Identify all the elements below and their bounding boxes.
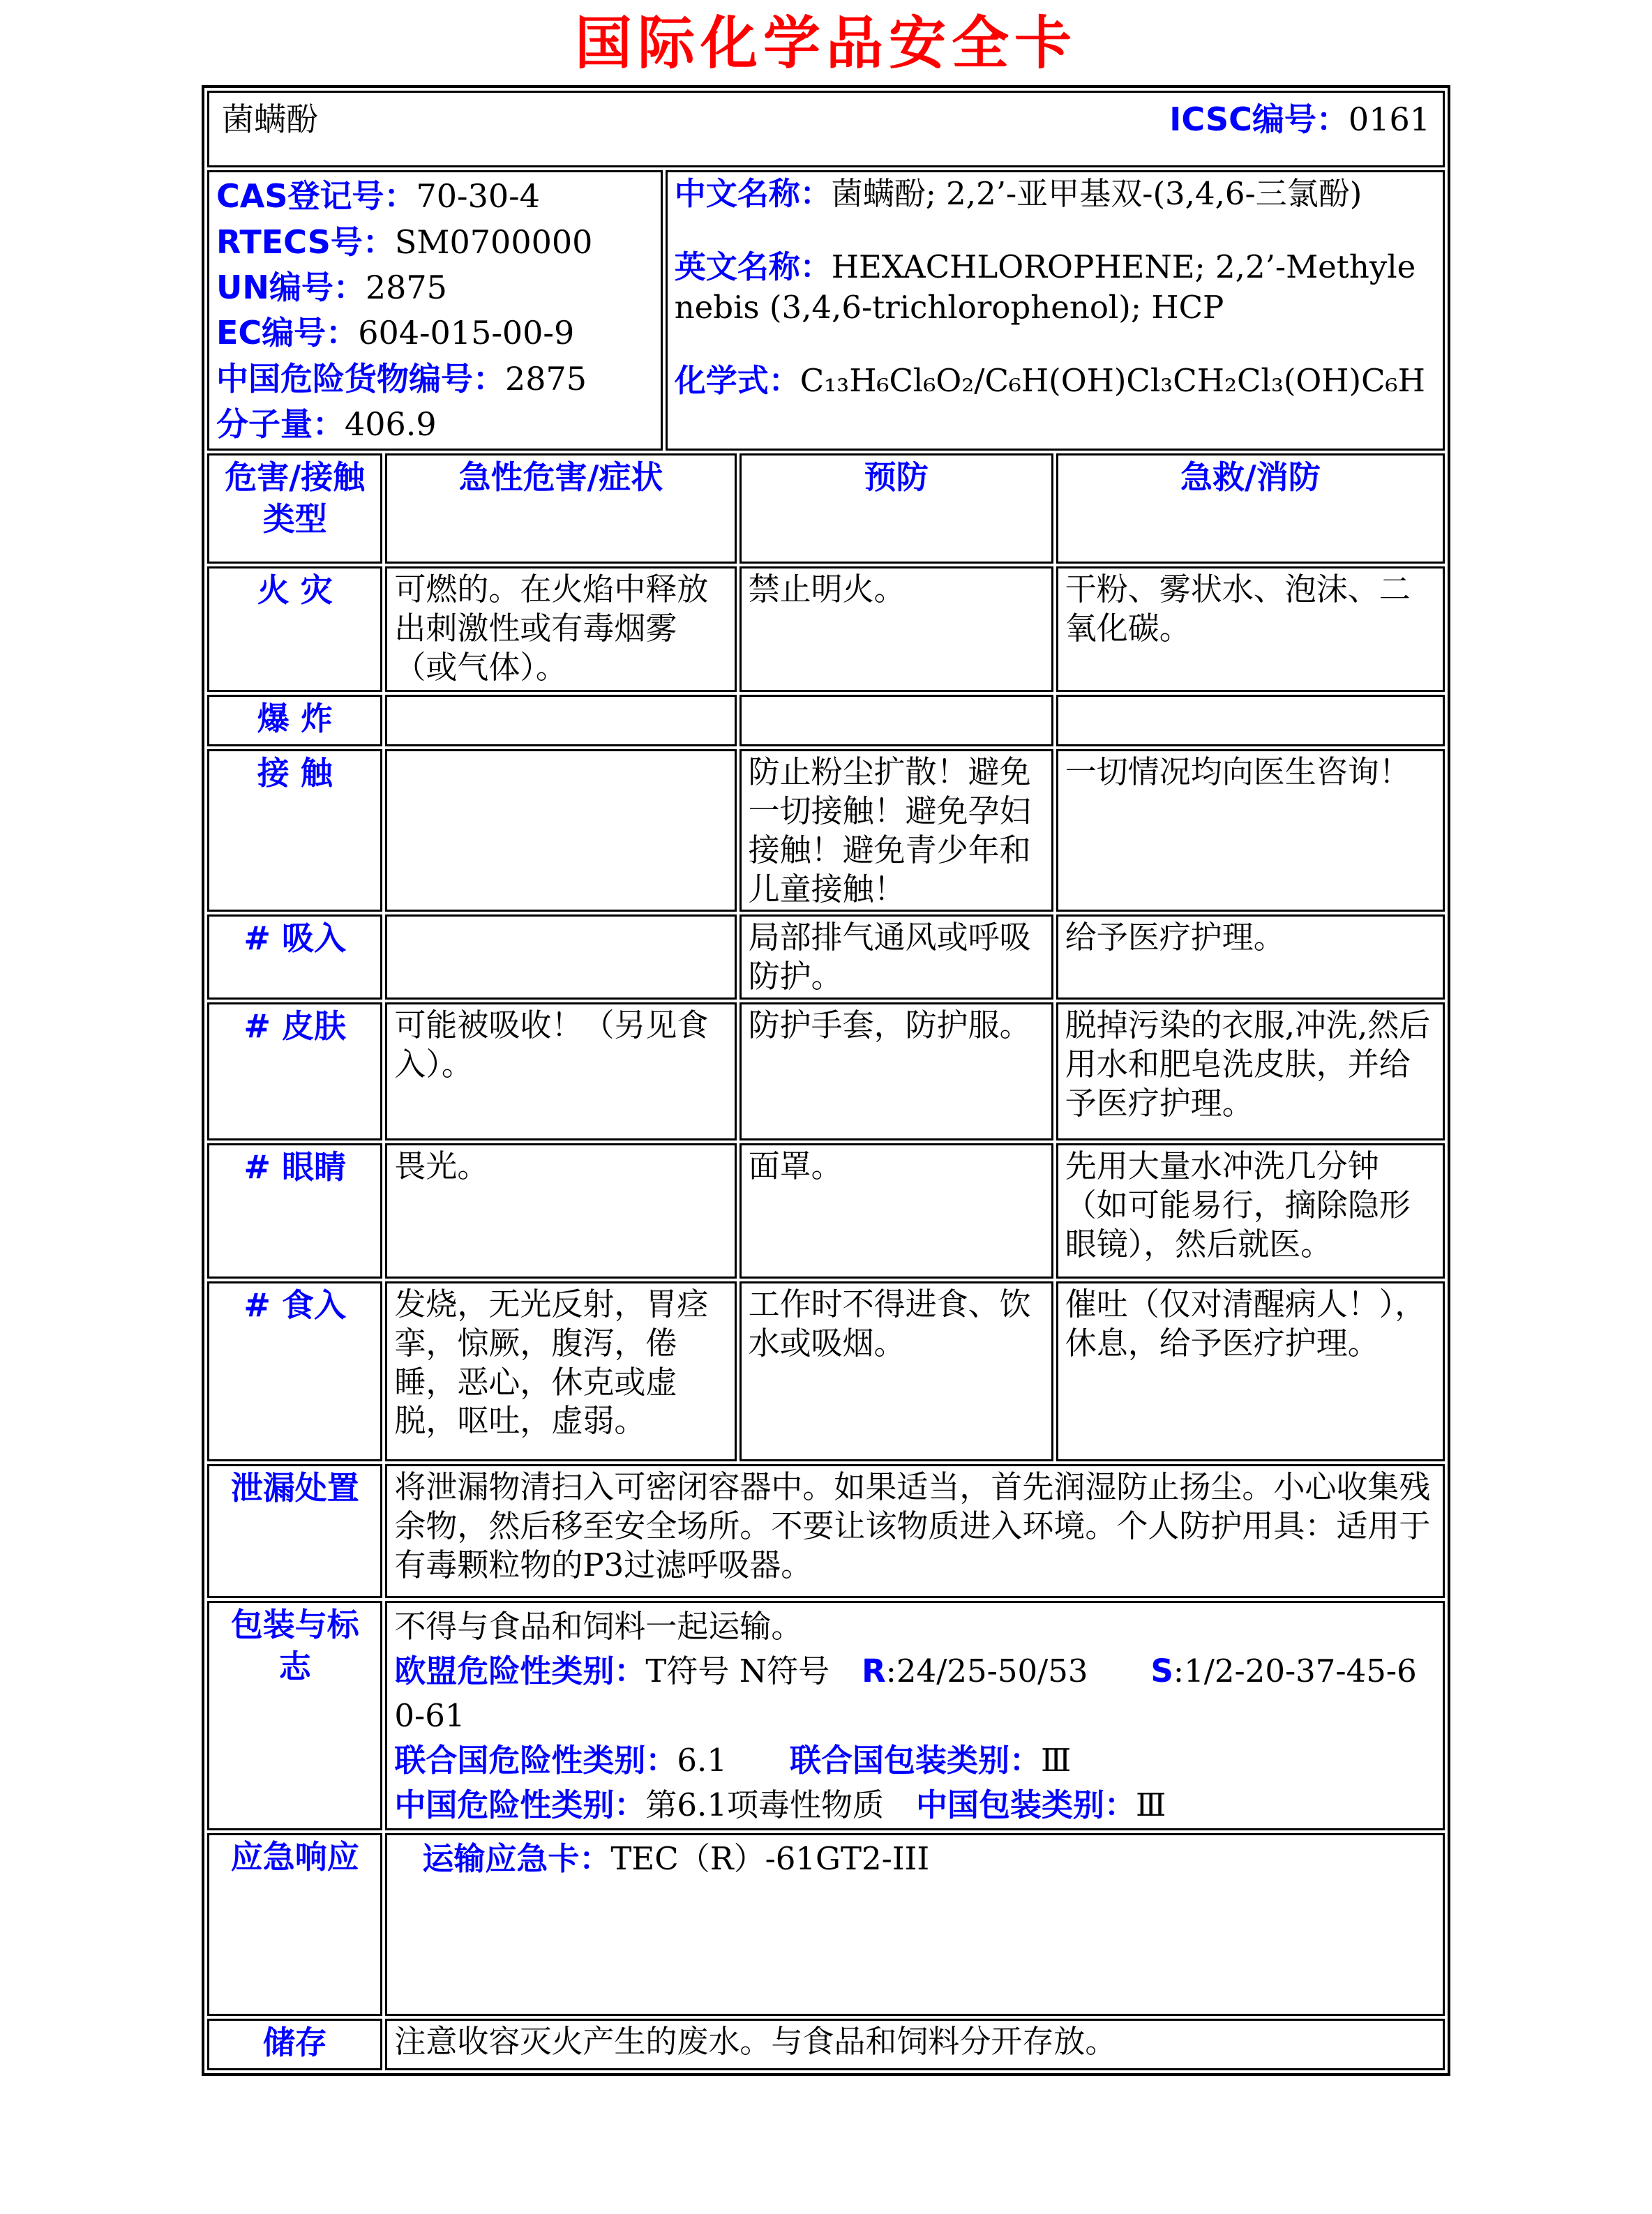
ingestion-symptoms: 发烧，无光反射，胃痉挛，惊厥，腹泻，倦睡，恶心，休克或虚脱，呕吐，虚弱。 <box>385 1281 736 1461</box>
table-row <box>207 1143 1445 1279</box>
chinese-name-value: 菌螨酚; 2,2’-亚甲基双-(3,4,6-三氯酚) <box>831 175 1362 213</box>
packaging-transport-note: 不得与食品和饲料一起运输。 <box>394 1607 803 1645</box>
molecular-weight-row <box>216 402 654 447</box>
icsc-value: 0161 <box>1348 100 1430 139</box>
rtecs-number-value: SM0700000 <box>394 223 593 261</box>
eu-hazard-class-label: 欧盟危险性类别： <box>394 1652 646 1689</box>
cn-hazard-class-value: 第6.1项毒性物质 <box>645 1786 884 1823</box>
table-row <box>207 695 1445 746</box>
eu-hazard-class-row <box>394 1649 1436 1738</box>
table-row <box>207 749 1445 912</box>
header-first-aid: 急救/消防 <box>1056 453 1445 564</box>
identifiers-cell <box>207 170 663 451</box>
row-label-exposure: 接 触 <box>207 749 382 912</box>
safety-card <box>202 85 1450 2076</box>
inhalation-prevention: 局部排气通风或呼吸防护。 <box>739 914 1053 1000</box>
cn-dangerous-goods-row <box>216 356 654 402</box>
row-label-fire: 火 灾 <box>207 566 382 692</box>
icsc-number <box>1169 94 1430 140</box>
tec-label: 运输应急卡： <box>422 1840 611 1878</box>
ec-number-value: 604-015-00-9 <box>358 314 575 352</box>
english-name-row <box>675 247 1436 329</box>
fire-first-aid: 干粉、雾状水、泡沫、二氧化碳。 <box>1056 566 1445 692</box>
formula-value: C₁₃H₆Cl₆O₂/C₆H(OH)Cl₃CH₂Cl₃(OH)C₆H <box>799 361 1425 399</box>
english-name-label: 英文名称： <box>674 248 832 285</box>
page-title: 国际化学品安全卡 <box>574 10 1077 77</box>
table-row <box>207 914 1445 1000</box>
header-acute-hazards: 急性危害/症状 <box>385 453 736 564</box>
substance-name: 菌螨酚 <box>222 100 318 139</box>
table-row <box>207 1464 1445 1598</box>
exposure-symptoms <box>385 749 736 912</box>
un-hazard-class-label: 联合国危险性类别： <box>394 1741 677 1779</box>
packaging-cell <box>385 1601 1445 1830</box>
table-row <box>207 1002 1445 1140</box>
cas-number-label: CAS登记号： <box>216 177 416 216</box>
table-row <box>207 1281 1445 1461</box>
skin-symptoms: 可能被吸收！（另见食入）。 <box>385 1002 736 1140</box>
molecular-weight-label: 分子量： <box>216 405 345 443</box>
fire-prevention: 禁止明火。 <box>739 566 1053 692</box>
cn-class-row <box>394 1783 1436 1828</box>
row-label-eyes: # 眼睛 <box>207 1143 382 1279</box>
un-number-row <box>216 265 654 310</box>
storage-text: 注意收容灭火产生的废水。与食品和饲料分开存放。 <box>385 2019 1445 2070</box>
row-label-explosion: 爆 炸 <box>207 695 382 746</box>
row-label-ingestion: # 食入 <box>207 1281 382 1461</box>
molecular-weight-value: 406.9 <box>345 405 437 443</box>
table-row <box>207 1833 1445 2016</box>
name-row <box>207 91 1445 167</box>
explosion-prevention <box>739 695 1053 746</box>
emergency-cell <box>385 1833 1445 2016</box>
explosion-symptoms <box>385 695 736 746</box>
r-phrases-label: R <box>862 1652 886 1689</box>
s-phrases-label: S <box>1150 1652 1173 1689</box>
ec-number-label: EC编号： <box>216 314 359 352</box>
tec-row <box>394 1837 1436 1881</box>
un-class-row <box>394 1738 1436 1783</box>
eu-hazard-symbols: T符号 N符号 <box>645 1652 830 1689</box>
table-row <box>207 2019 1445 2070</box>
row-label-storage: 储存 <box>207 2019 382 2070</box>
s-phrases-value: :1/2-20-37-45-60-61 <box>394 1652 1417 1734</box>
cn-packing-group-label: 中国包装类别： <box>915 1786 1136 1823</box>
fire-symptoms: 可燃的。在火焰中释放出刺激性或有毒烟雾（或气体）。 <box>385 566 736 692</box>
cas-number-row <box>216 174 654 219</box>
table-row <box>207 1601 1445 1830</box>
chinese-name-label: 中文名称： <box>674 175 832 213</box>
header-hazard-type: 危害/接触类型 <box>207 453 382 564</box>
ec-number-row <box>216 310 654 356</box>
eyes-first-aid: 先用大量水冲洗几分钟（如可能易行，摘除隐形眼镜），然后就医。 <box>1056 1143 1445 1279</box>
exposure-first-aid: 一切情况均向医生咨询！ <box>1056 749 1445 912</box>
r-phrases-value: :24/25-50/53 <box>885 1652 1088 1689</box>
tec-value: TEC（R）-61GT2-III <box>610 1840 930 1878</box>
cn-dangerous-goods-value: 2875 <box>505 359 587 398</box>
names-cell <box>666 170 1445 451</box>
inhalation-first-aid: 给予医疗护理。 <box>1056 914 1445 1000</box>
eyes-symptoms: 畏光。 <box>385 1143 736 1279</box>
row-label-spill: 泄漏处置 <box>207 1464 382 1598</box>
safety-card-table <box>204 88 1448 2073</box>
cn-hazard-class-label: 中国危险性类别： <box>394 1786 646 1823</box>
ingestion-prevention: 工作时不得进食、饮水或吸烟。 <box>739 1281 1053 1461</box>
skin-prevention: 防护手套，防护服。 <box>739 1002 1053 1140</box>
inhalation-symptoms <box>385 914 736 1000</box>
row-label-skin: # 皮肤 <box>207 1002 382 1140</box>
formula-row <box>675 361 1436 402</box>
row-label-packaging: 包装与标志 <box>207 1601 382 1830</box>
un-number-label: UN编号： <box>216 268 366 306</box>
rtecs-number-row <box>216 220 654 265</box>
english-name-value: HEXACHLOROPHENE; 2,2’-Methylenebis (3,4,6-trichlorophenol); HCP <box>674 248 1416 326</box>
eyes-prevention: 面罩。 <box>739 1143 1053 1279</box>
un-packing-group-label: 联合国包装类别： <box>789 1741 1041 1779</box>
rtecs-number-label: RTECS号： <box>216 223 395 261</box>
chinese-name-row <box>675 174 1436 215</box>
un-number-value: 2875 <box>365 268 447 306</box>
icsc-label: ICSC编号： <box>1169 100 1349 139</box>
table-row <box>207 566 1445 692</box>
exposure-prevention: 防止粉尘扩散！避免一切接触！避免孕妇接触！避免青少年和儿童接触！ <box>739 749 1053 912</box>
cas-number-value: 70-30-4 <box>416 177 540 216</box>
row-label-emergency: 应急响应 <box>207 1833 382 2016</box>
formula-label: 化学式： <box>674 361 800 399</box>
un-hazard-class-value: 6.1 <box>677 1741 727 1779</box>
skin-first-aid: 脱掉污染的衣服,冲洗,然后用水和肥皂洗皮肤，并给予医疗护理。 <box>1056 1002 1445 1140</box>
cn-packing-group-value: Ⅲ <box>1136 1786 1166 1823</box>
cn-dangerous-goods-label: 中国危险货物编号： <box>216 359 505 398</box>
explosion-first-aid <box>1056 695 1445 746</box>
row-label-inhalation: # 吸入 <box>207 914 382 1000</box>
spill-text: 将泄漏物清扫入可密闭容器中。如果适当，首先润湿防止扬尘。小心收集残余物，然后移至安全场所。不要让该物质进入环境。个人防护用具：适用于有毒颗粒物的P3过滤呼吸器。 <box>385 1464 1445 1598</box>
un-packing-group-value: Ⅲ <box>1041 1741 1072 1779</box>
header-prevention: 预防 <box>739 453 1053 564</box>
ingestion-first-aid: 催吐（仅对清醒病人！），休息，给予医疗护理。 <box>1056 1281 1445 1461</box>
